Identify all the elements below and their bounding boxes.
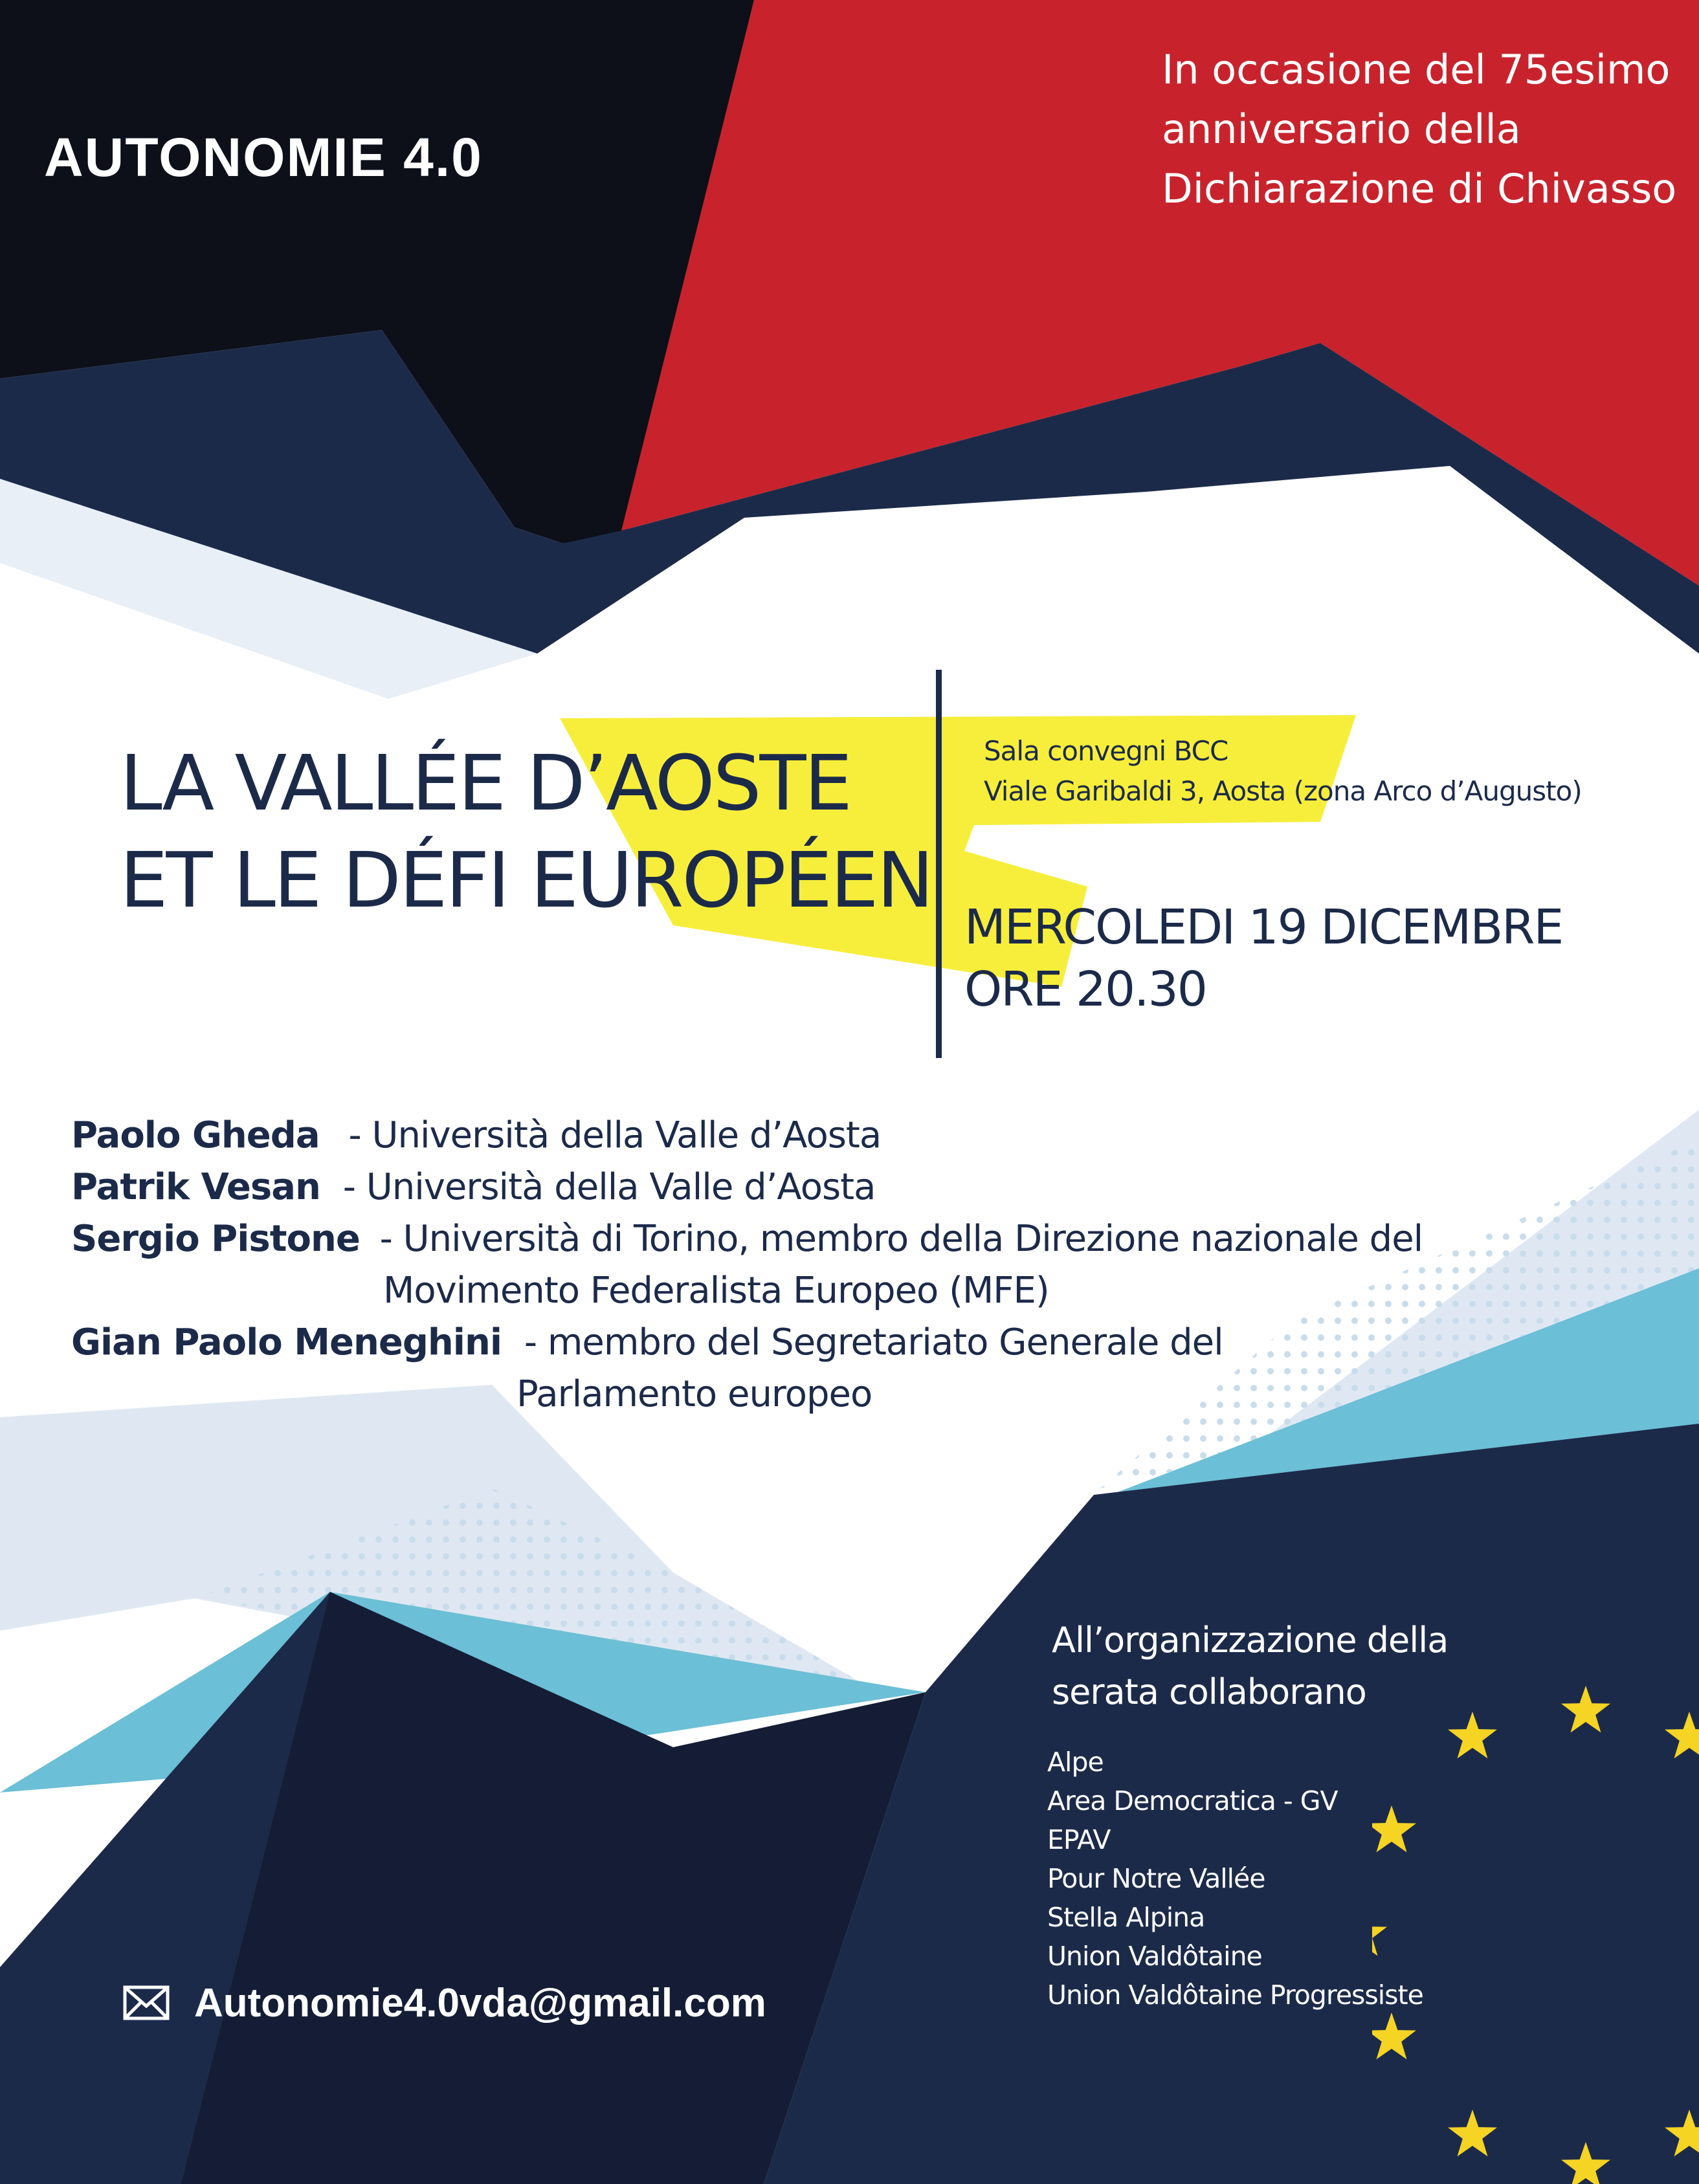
organizer-item: EPAV	[1047, 1824, 1111, 1855]
organizers-intro-line: serata collaborano	[1052, 1671, 1366, 1712]
brand-title: AUTONOMIE 4.0	[44, 127, 483, 188]
organizer-item: Stella Alpina	[1047, 1902, 1205, 1933]
speaker-row	[71, 1110, 1423, 1162]
eu-stars	[1372, 1670, 1699, 2184]
occasion-text	[1162, 40, 1676, 219]
occasion-line: In occasione del 75esimo	[1162, 46, 1671, 93]
speaker-affiliation: - Università della Valle d’Aosta	[348, 1114, 882, 1156]
eu-star-icon	[1665, 2110, 1699, 2156]
event-time: ORE 20.30	[964, 962, 1206, 1017]
occasion-line: anniversario della	[1162, 105, 1521, 153]
eu-star-icon	[1372, 1909, 1387, 1956]
speaker-affiliation-continued: Parlamento europeo	[516, 1373, 872, 1415]
speaker-name: Patrik Vesan	[71, 1166, 320, 1208]
eu-star-icon	[1665, 1712, 1699, 1758]
speaker-name: Gian Paolo Meneghini	[71, 1321, 502, 1363]
event-date: MERCOLEDI 19 DICEMBRE	[964, 899, 1563, 955]
speaker-row	[71, 1213, 1423, 1265]
occasion-line: Dichiarazione di Chivasso	[1162, 165, 1677, 212]
speaker-name: Sergio Pistone	[71, 1218, 360, 1260]
venue-line: Viale Garibaldi 3, Aosta (zona Arco d’Augusto)	[984, 775, 1582, 807]
organizer-item: Pour Notre Vallée	[1047, 1863, 1265, 1894]
speaker-affiliation: - membro del Segretariato Generale del	[524, 1321, 1223, 1363]
envelope-icon	[123, 1985, 170, 2020]
event-title-line: LA VALLÉE D’AOSTE	[120, 738, 851, 828]
organizers-list	[1047, 1743, 1423, 2014]
event-title-line: ET LE DÉFI EUROPÉEN	[120, 835, 932, 925]
eu-star-icon	[1561, 1686, 1610, 1732]
organizer-item: Alpe	[1047, 1747, 1104, 1778]
contact-email[interactable]: Autonomie4.0vda@gmail.com	[194, 1981, 766, 2025]
speaker-name: Paolo Gheda	[71, 1114, 320, 1156]
venue-info	[984, 731, 1582, 811]
divider-line	[936, 670, 942, 1058]
event-datetime	[964, 896, 1562, 1020]
organizers-intro-line: All’organizzazione della	[1052, 1620, 1449, 1660]
speakers-list	[71, 1110, 1423, 1420]
eu-star-icon	[1372, 2013, 1416, 2059]
organizer-item: Area Democratica - GV	[1047, 1785, 1338, 1816]
venue-line: Sala convegni BCC	[984, 735, 1228, 767]
eu-star-icon	[1561, 2142, 1610, 2184]
organizer-item: Union Valdôtaine Progressiste	[1047, 1980, 1423, 2011]
organizer-item: Union Valdôtaine	[1047, 1941, 1262, 1972]
event-title	[120, 734, 932, 929]
eu-star-icon	[1448, 2110, 1497, 2156]
speaker-row	[71, 1317, 1423, 1369]
speaker-row	[71, 1162, 1423, 1213]
speaker-affiliation: - Università della Valle d’Aosta	[342, 1166, 876, 1208]
eu-star-icon	[1448, 1712, 1497, 1758]
eu-star-icon	[1372, 1805, 1416, 1852]
speaker-affiliation-continued: Movimento Federalista Europeo (MFE)	[383, 1270, 1049, 1312]
speaker-affiliation: - Università di Torino, membro della Direzione nazionale del	[379, 1218, 1423, 1260]
